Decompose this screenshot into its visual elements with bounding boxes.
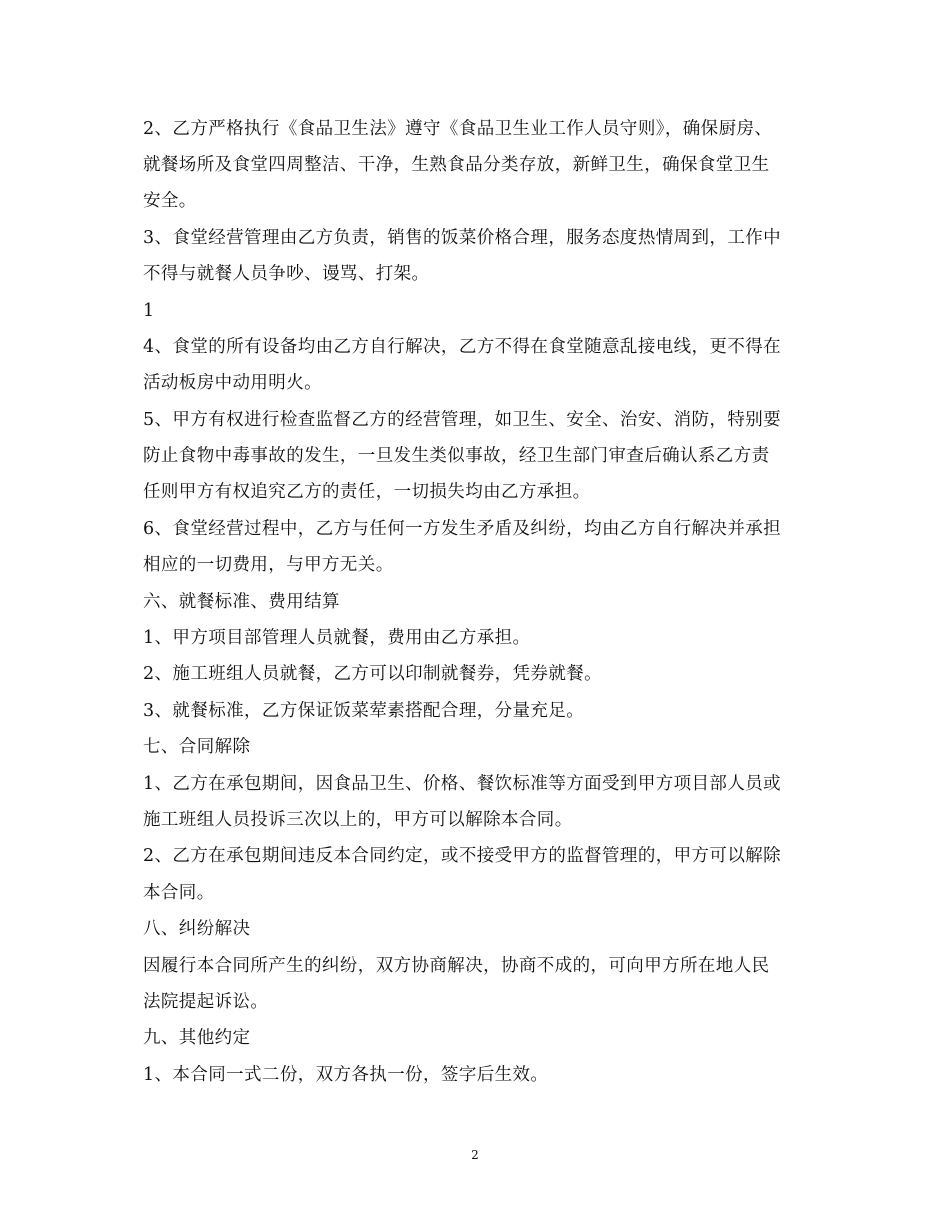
- text-line: 安全。: [143, 191, 197, 211]
- text-line: 1、甲方项目部管理人员就餐，费用由乙方承担。: [143, 628, 531, 648]
- text-line: 防止食物中毒事故的发生，一旦发生类似事故，经卫生部门审查后确认系乙方责: [143, 446, 770, 466]
- text-line: 2、乙方严格执行《食品卫生法》遵守《食品卫生业工作人员守则》，确保厨房、: [143, 119, 773, 139]
- page-number: 2: [471, 1148, 479, 1162]
- document-body: [143, 118, 823, 1087]
- text-line: 法院提起诉讼。: [143, 992, 269, 1012]
- text-line: 5、甲方有权进行检查监督乙方的经营管理，如卫生、安全、治安、消防，特别要: [143, 410, 782, 430]
- text-line: 任则甲方有权追究乙方的责任，一切损失均由乙方承担。: [143, 482, 591, 502]
- text-line: 就餐场所及食堂四周整洁、干净，生熟食品分类存放，新鲜卫生，确保食堂卫生: [143, 155, 770, 175]
- text-line: 因履行本合同所产生的纠纷，双方协商解决，协商不成的，可向甲方所在地人民: [143, 956, 770, 976]
- text-line: 3、就餐标准，乙方保证饭菜荤素搭配合理，分量充足。: [143, 701, 585, 721]
- section-heading: 六、就餐标准、费用结算: [143, 592, 340, 612]
- text-line: 4、食堂的所有设备均由乙方自行解决，乙方不得在食堂随意乱接电线，更不得在: [143, 337, 782, 357]
- section-heading: 八、纠纷解决: [143, 919, 251, 939]
- text-line: 1、本合同一式二份，双方各执一份，签字后生效。: [143, 1065, 549, 1085]
- section-heading: 七、合同解除: [143, 737, 251, 757]
- text-line: 活动板房中动用明火。: [143, 373, 322, 393]
- text-line: 6、食堂经营过程中，乙方与任何一方发生矛盾及纠纷，均由乙方自行解决并承担: [143, 519, 782, 539]
- text-line: 2、乙方在承包期间违反本合同约定，或不接受甲方的监督管理的，甲方可以解除: [143, 846, 782, 866]
- text-line: 2、施工班组人员就餐，乙方可以印制就餐券，凭券就餐。: [143, 664, 603, 684]
- text-line: 相应的一切费用，与甲方无关。: [143, 555, 394, 575]
- text-line: 1: [143, 301, 155, 321]
- text-line: 本合同。: [143, 883, 215, 903]
- text-line: 施工班组人员投诉三次以上的，甲方可以解除本合同。: [143, 810, 573, 830]
- text-line: 不得与就餐人员争吵、谩骂、打架。: [143, 264, 430, 284]
- section-heading: 九、其他约定: [143, 1028, 251, 1048]
- text-line: 1、乙方在承包期间，因食品卫生、价格、餐饮标准等方面受到甲方项目部人员或: [143, 774, 782, 794]
- text-line: 3、食堂经营管理由乙方负责，销售的饭菜价格合理，服务态度热情周到，工作中: [143, 228, 782, 248]
